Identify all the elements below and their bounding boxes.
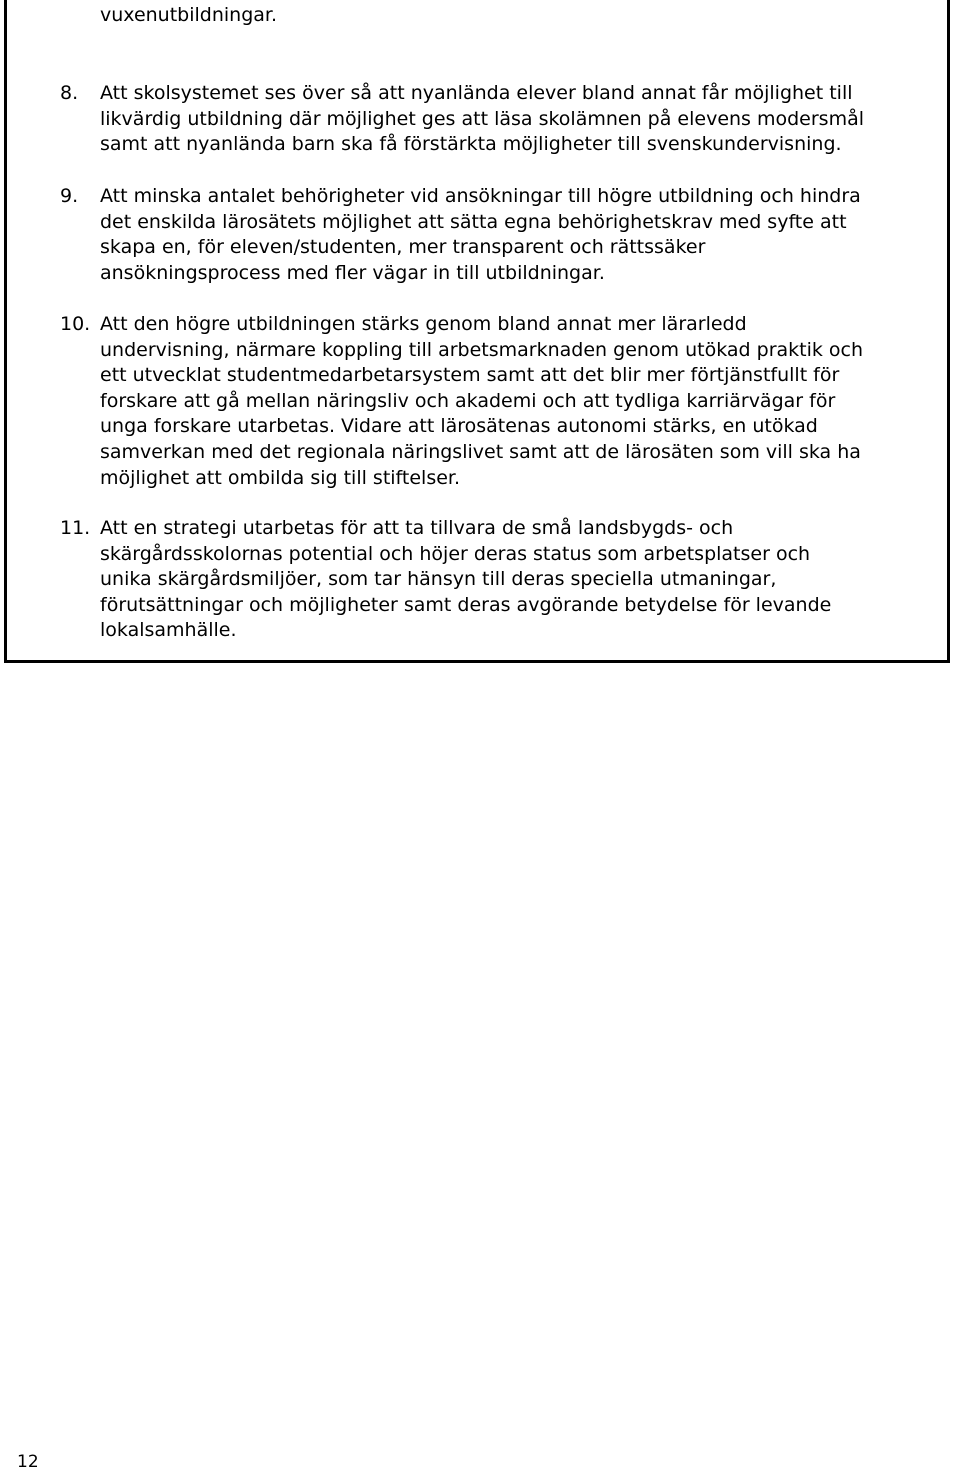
text-frame xyxy=(4,0,950,663)
item-line: samverkan med det regionala näringslivet samt att de lärosäten som vill ska ha xyxy=(100,440,861,463)
item-line: lokalsamhälle. xyxy=(100,619,237,642)
item-text xyxy=(100,516,950,644)
item-line: skärgårdsskolornas potential och höjer deras status som arbetsplatser och xyxy=(100,542,811,565)
item-number: 11. xyxy=(60,517,91,539)
item-line: unga forskare utarbetas. Vidare att lärosätenas autonomi stärks, en utökad xyxy=(100,415,818,438)
item-number: 9. xyxy=(60,185,79,207)
item-line: förutsättningar och möjligheter samt deras avgörande betydelse för levande xyxy=(100,593,832,616)
item-text xyxy=(100,312,950,491)
item-line: undervisning, närmare koppling till arbetsmarknaden genom utökad praktik och xyxy=(100,338,864,361)
item-line: Att en strategi utarbetas för att ta tillvara de små landsbygds- och xyxy=(100,517,734,539)
item-line: Att minska antalet behörigheter vid ansökningar till högre utbildning och hindra xyxy=(100,185,861,207)
item-line: ett utvecklat studentmedarbetarsystem samt att det blir mer förtjänstfullt för xyxy=(100,364,840,387)
item-line: unika skärgårdsmiljöer, som tar hänsyn till deras speciella utmaningar, xyxy=(100,568,777,591)
item-number: 8. xyxy=(60,82,79,104)
item-line: Att skolsystemet ses över så att nyanlända elever bland annat får möjlighet till xyxy=(100,82,853,104)
item-line: möjlighet att ombilda sig till stiftelser. xyxy=(100,466,461,489)
item-line: skapa en, för eleven/studenten, mer transparent och rättssäker xyxy=(100,236,706,259)
item-line: likvärdig utbildning där möjlighet ges att läsa skolämnen på elevens modersmål xyxy=(100,107,865,130)
item-line: Att den högre utbildningen stärks genom bland annat mer lärarledd xyxy=(100,313,747,335)
item-number: 10. xyxy=(60,313,91,335)
item-text xyxy=(100,81,950,158)
continued-text: vuxenutbildningar. xyxy=(100,4,278,26)
item-text xyxy=(100,184,950,286)
page-number: 12 xyxy=(17,1452,39,1472)
item-line: samt att nyanlända barn ska få förstärkta möjligheter till svenskundervisning. xyxy=(100,133,842,156)
item-line: forskare att gå mellan näringsliv och akademi och att tydliga karriärvägar för xyxy=(100,389,836,412)
item-line: ansökningsprocess med fler vägar in till utbildningar. xyxy=(100,261,605,284)
item-line: det enskilda lärosätets möjlighet att sätta egna behörighetskrav med syfte att xyxy=(100,210,847,233)
